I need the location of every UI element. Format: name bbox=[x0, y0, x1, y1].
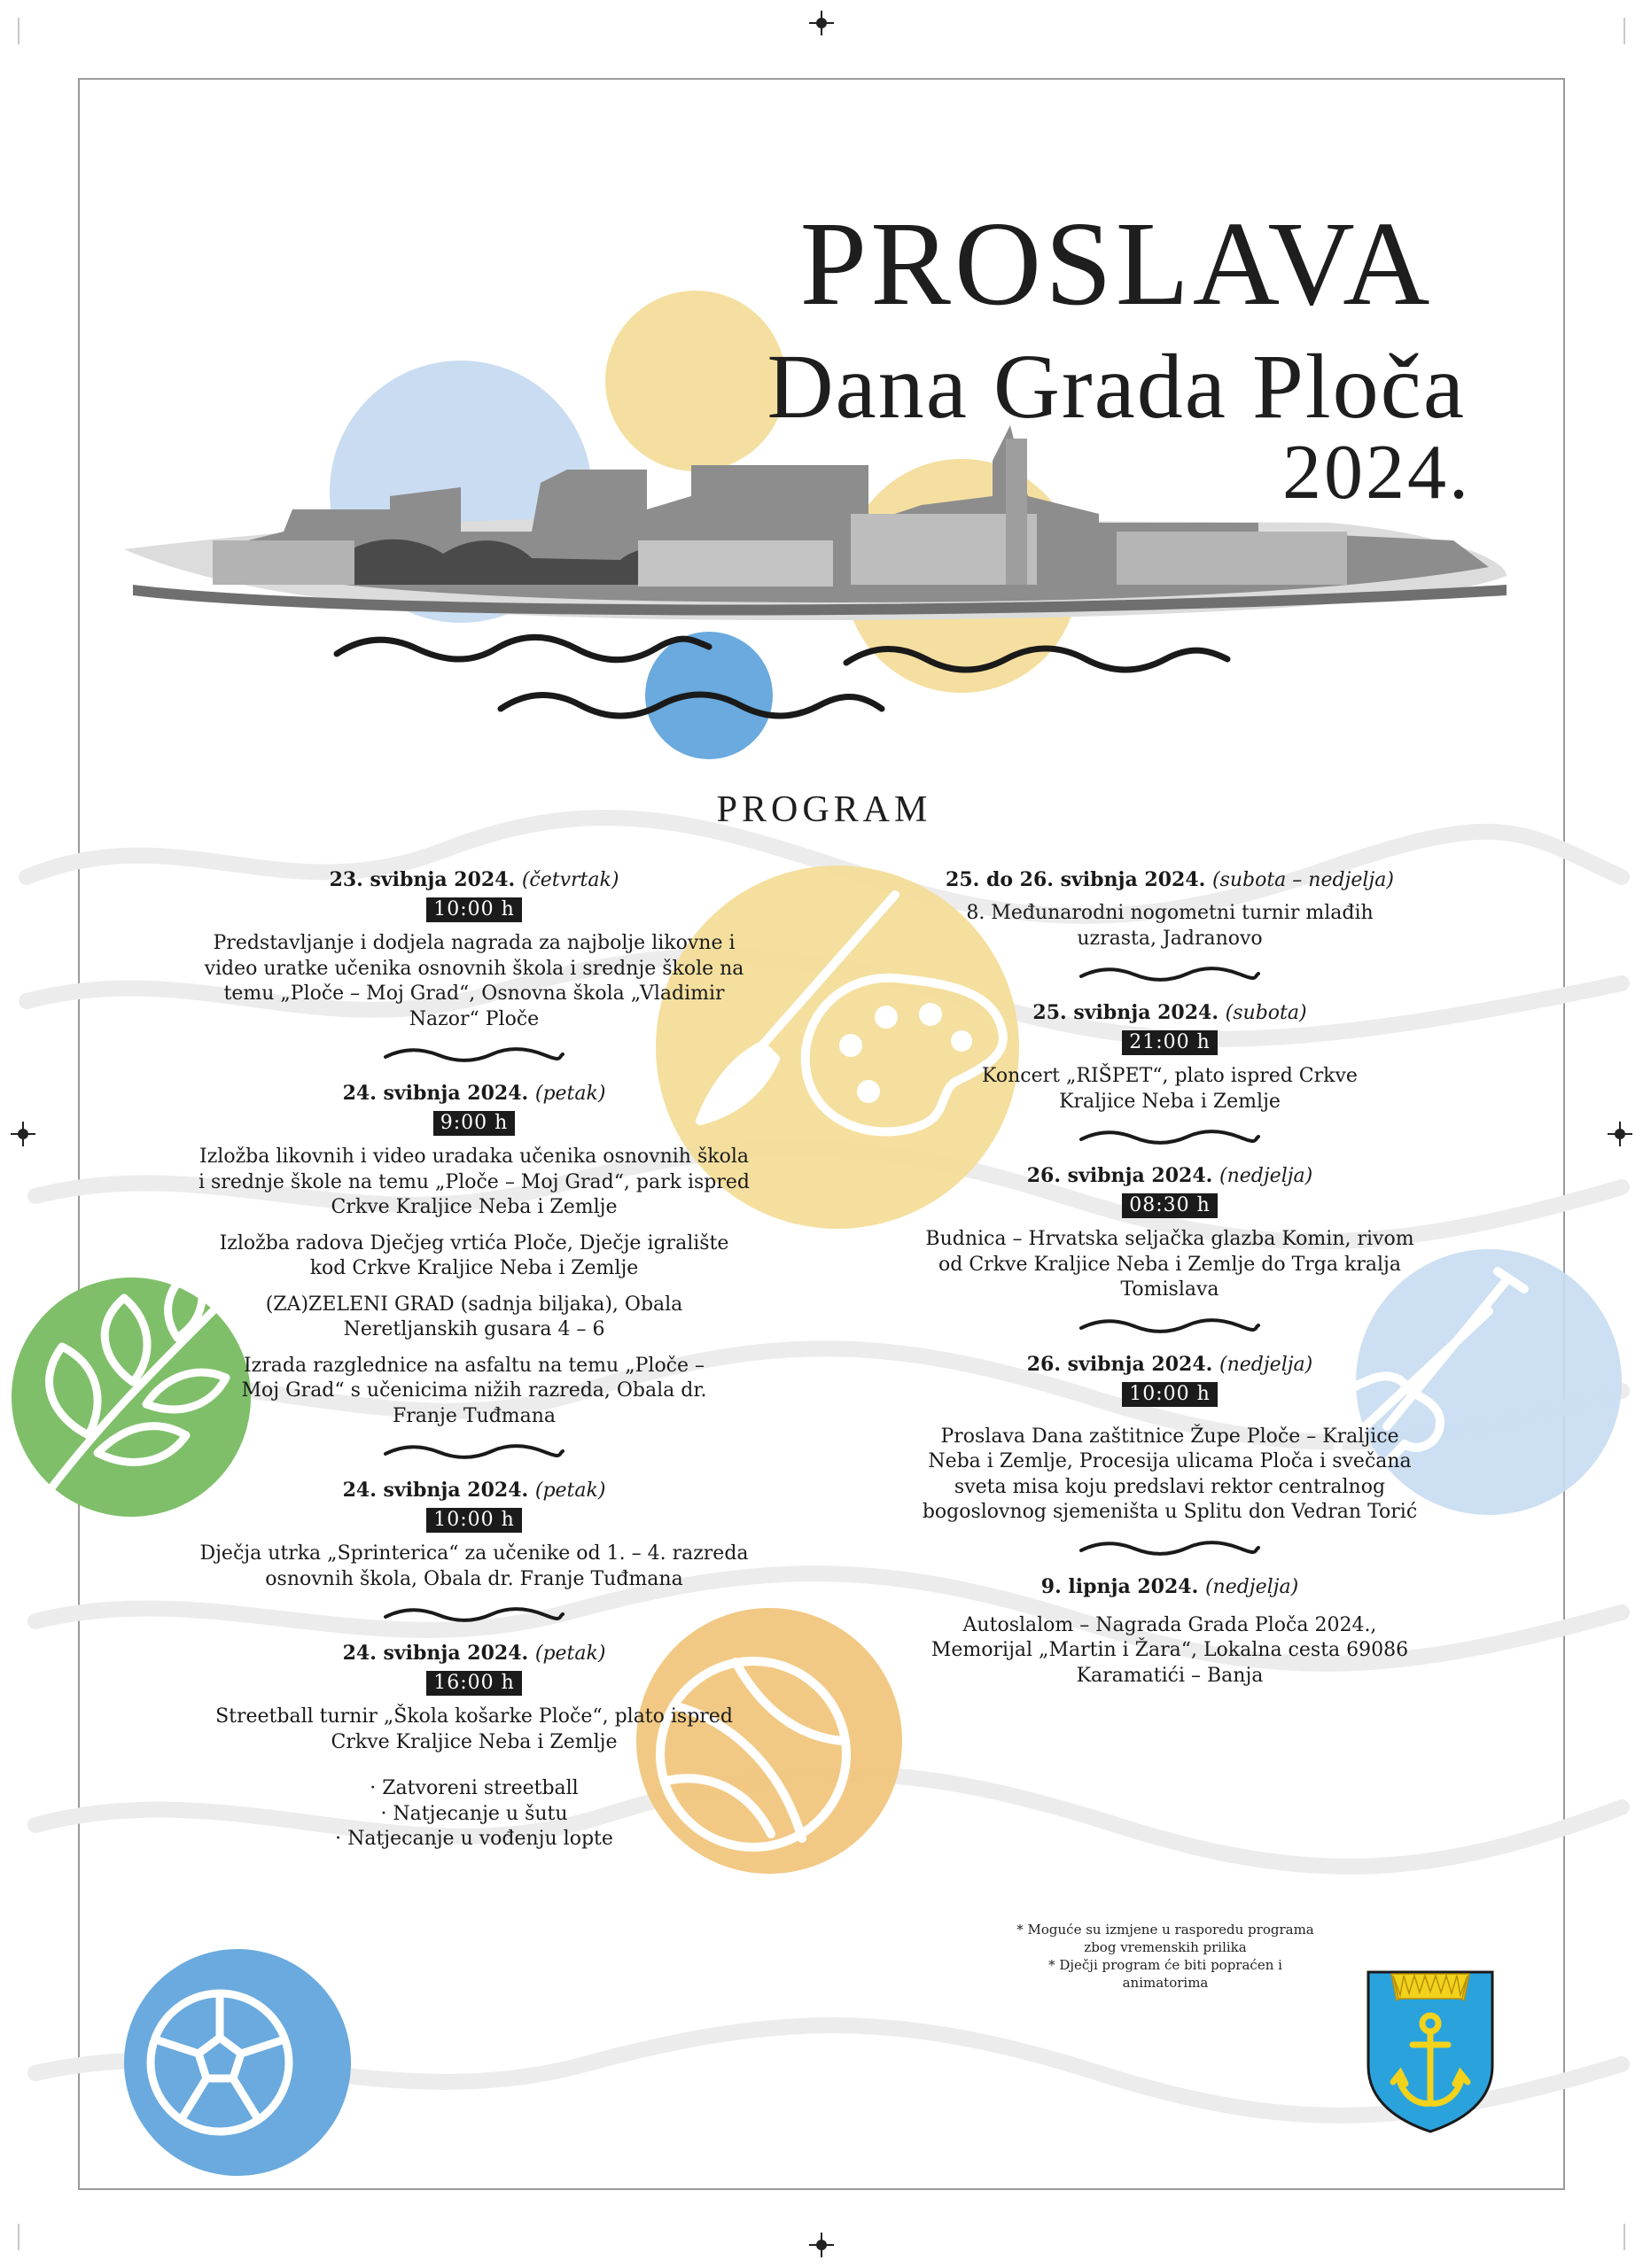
event-date-text: 24. svibnja 2024. bbox=[342, 1642, 529, 1665]
event-time-badge: 21:00 h bbox=[1122, 1030, 1218, 1055]
event-date bbox=[895, 866, 1444, 894]
event-description: 8. Međunarodni nogometni turnir mlađih uzrasta, Jadranovo bbox=[966, 902, 1374, 950]
event-description: Izrada razglednice na asfaltu na temu „Ploče – Moj Grad“ s učenicima nižih razreda, Obala dr. Franje Tuđmana bbox=[241, 1354, 707, 1427]
event-time-badge: 9:00 h bbox=[433, 1111, 516, 1136]
event-description: Proslava Dana zaštitnice Župe Ploče – Kraljice Neba i Zemlje, Procesija ulicama Ploča i svečana sveta misa koju predslavi rektor centralnog bogoslovnog sjemeništa u Splitu don Vedran Torić bbox=[922, 1425, 1418, 1523]
event-date bbox=[895, 1351, 1444, 1379]
wave-divider bbox=[381, 1604, 567, 1624]
event-date-text: 9. lipnja 2024. bbox=[1040, 1574, 1199, 1598]
event-day: (petak) bbox=[534, 1480, 606, 1502]
wave-divider bbox=[381, 1441, 567, 1461]
event-description: Streetball turnir „Škola košarke Ploče“, plato ispred Crkve Kraljice Neba i Zemlje bbox=[215, 1705, 733, 1753]
poster-subtitle: Dana Grada Ploča bbox=[767, 336, 1466, 438]
event-time-badge: 10:00 h bbox=[1122, 1382, 1218, 1407]
event-item bbox=[895, 1573, 1444, 1689]
event-day: (nedjelja) bbox=[1204, 1575, 1299, 1598]
event-day: (petak) bbox=[534, 1643, 606, 1665]
event-description: Izložba radova Dječjeg vrtića Ploče, Dječje igralište kod Crkve Kraljice Neba i Zemlje bbox=[219, 1231, 729, 1279]
event-date bbox=[168, 1477, 780, 1504]
event-date bbox=[895, 1573, 1444, 1601]
event-item bbox=[895, 999, 1444, 1115]
event-date bbox=[168, 1080, 780, 1107]
wave-divider bbox=[1077, 964, 1263, 983]
event-date-text: 25. do 26. svibnja 2024. bbox=[946, 868, 1206, 891]
event-day: (subota – nedjelja) bbox=[1211, 869, 1394, 891]
event-day: (nedjelja) bbox=[1219, 1353, 1313, 1376]
event-day: (petak) bbox=[534, 1083, 606, 1105]
program-column-left bbox=[168, 866, 780, 1863]
event-date bbox=[895, 1162, 1444, 1190]
event-date-text: 23. svibnja 2024. bbox=[329, 868, 516, 891]
event-description: Budnica – Hrvatska seljačka glazba Komin, rivom od Crkve Kraljice Neba i Zemlje do Trga kralja Tomislava bbox=[925, 1228, 1414, 1301]
event-day: (nedjelja) bbox=[1219, 1165, 1313, 1187]
poster-year: 2024. bbox=[1282, 430, 1471, 516]
wave-divider bbox=[1077, 1316, 1263, 1335]
event-description: Dječja utrka „Sprinterica“ za učenike od 1. – 4. razreda osnovnih škola, Obala dr. Franje Tuđmana bbox=[199, 1542, 749, 1590]
note-weather: * Moguće su izmjene u rasporedu programa zbog vremenskih prilika bbox=[1016, 1922, 1314, 1955]
event-item bbox=[168, 1640, 780, 1852]
event-item bbox=[168, 1080, 780, 1429]
event-day: (četvrtak) bbox=[521, 869, 619, 891]
event-date-text: 26. svibnja 2024. bbox=[1026, 1164, 1213, 1187]
football-icon-circle bbox=[124, 1949, 351, 2176]
event-description: Autoslalom – Nagrada Grada Ploča 2024., Memorijal „Martin i Žara“, Lokalna cesta 69086 Karamatići – Banja bbox=[931, 1613, 1409, 1687]
event-day: (subota) bbox=[1225, 1002, 1307, 1024]
event-item bbox=[895, 866, 1444, 951]
event-list-item: · Natjecanje u vođenju lopte bbox=[335, 1828, 613, 1850]
event-date-text: 24. svibnja 2024. bbox=[342, 1082, 529, 1105]
event-date bbox=[168, 866, 780, 894]
event-date-text: 24. svibnja 2024. bbox=[342, 1479, 529, 1502]
program-notes bbox=[984, 1921, 1347, 1992]
event-item bbox=[895, 1162, 1444, 1303]
event-item bbox=[168, 1477, 780, 1592]
event-item bbox=[895, 1351, 1444, 1526]
event-description: Predstavljanje i dodjela nagrada za najbolje likovne i video uratke učenika osnovnih škola i srednje škole na temu „Ploče – Moj Grad“, Osnovna škola „Vladimir Nazor“ Ploče bbox=[204, 932, 744, 1030]
wave-divider bbox=[1077, 1127, 1263, 1146]
event-date-text: 25. svibnja 2024. bbox=[1032, 1001, 1219, 1024]
note-animators: * Dječji program će biti popraćen i animatorima bbox=[1048, 1957, 1282, 1991]
wave-divider bbox=[381, 1045, 567, 1064]
program-column-right bbox=[895, 866, 1444, 1699]
ploce-coat-of-arms-icon bbox=[1365, 1969, 1496, 2135]
program-heading: PROGRAM bbox=[716, 789, 932, 830]
header-waves bbox=[337, 637, 1227, 716]
event-description: (ZA)ZELENI GRAD (sadnja biljaka), Obala Neretljanskih gusara 4 – 6 bbox=[265, 1293, 683, 1340]
poster-title: PROSLAVA bbox=[799, 198, 1434, 330]
event-date bbox=[895, 999, 1444, 1027]
event-description: Izložba likovnih i video uradaka učenika osnovnih škola i srednje škole na temu „Ploče – Moj Grad“, park ispred Crkve Kraljice Neba i Zemlje bbox=[198, 1146, 750, 1218]
event-description: Koncert „RIŠPET“, plato ispred Crkve Kraljice Neba i Zemlje bbox=[982, 1065, 1358, 1113]
event-date-text: 26. svibnja 2024. bbox=[1026, 1352, 1213, 1376]
event-date bbox=[168, 1640, 780, 1667]
event-list-item: · Natjecanje u šutu bbox=[380, 1802, 568, 1825]
event-list-item: · Zatvoreni streetball bbox=[370, 1777, 579, 1799]
wave-divider bbox=[1077, 1538, 1263, 1557]
event-item bbox=[168, 866, 780, 1032]
event-time-badge: 10:00 h bbox=[426, 897, 522, 922]
event-time-badge: 10:00 h bbox=[426, 1508, 522, 1533]
event-time-badge: 08:30 h bbox=[1122, 1193, 1218, 1218]
event-time-badge: 16:00 h bbox=[426, 1671, 522, 1696]
